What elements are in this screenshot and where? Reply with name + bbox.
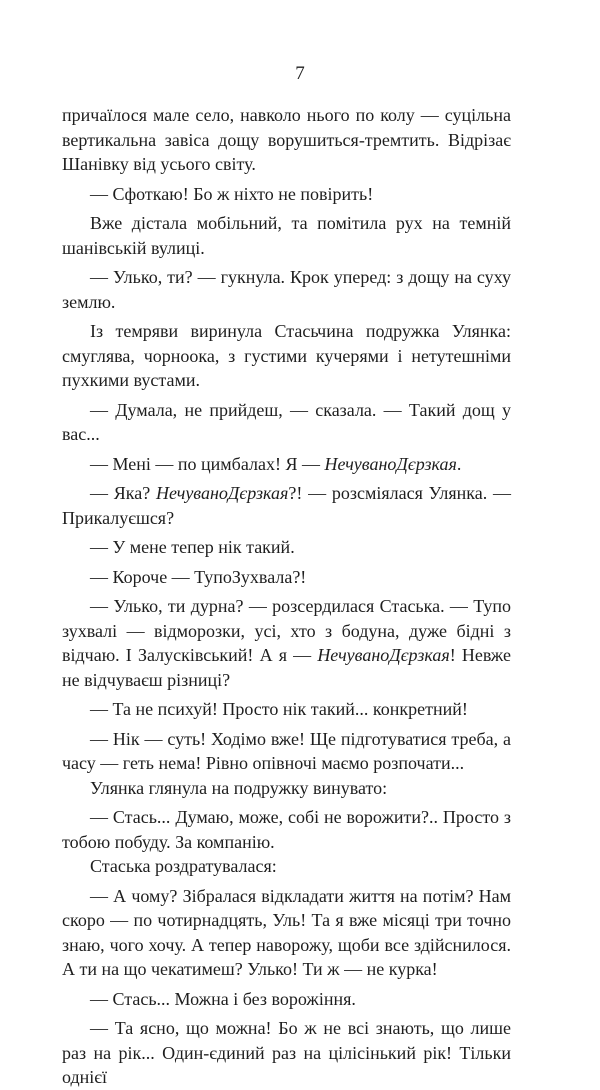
paragraph-17: — А чому? Зібралася відкладати життя на потім? Нам скоро — по чотирнадцять, Уль! Та я вже місяці три точно знаю, чого хочу. А тепер наворожу, щоби все здійснилося. А ти на що чекатимеш? Улько! Ти ж — не курка! (62, 885, 511, 979)
paragraph-9: — У мене тепер нік такий. (90, 537, 295, 557)
paragraph-18: — Стась... Можна і без ворожіння. (90, 988, 356, 1009)
page-number: 7 (295, 63, 305, 84)
paragraph-7 (62, 452, 511, 477)
paragraph-11 (62, 594, 511, 692)
paragraph-5: Із темряви виринула Стасьчина подружка Улянка: смуглява, чорноока, з густими кучерями і нетутешніми пухкими вустами. (62, 321, 511, 390)
paragraph-2: — Сфоткаю! Бо ж ніхто не повірить! (90, 183, 374, 204)
body-text (62, 103, 511, 1090)
paragraph-12: — Та не психуй! Просто нік такий... конкретний! (90, 699, 468, 719)
paragraph-4: — Улько, ти? — гукнула. Крок уперед: з дощу на суху землю. (62, 267, 511, 312)
paragraph-8-before: — Яка? (90, 483, 156, 503)
paragraph-8-after: ?! — розсміялася Улянка. — Прикалуєшся? (62, 483, 511, 528)
paragraph-11-before: — Улько, ти дурна? — розсердилася Стаська. — Тупо зухвалі — відморозки, усі, хто з бодуна, дуже бідні з відчаю. І Залусківський! А я — (62, 596, 511, 665)
nickname-italic: НечуваноДєрзкая (324, 453, 457, 474)
paragraph-14: Улянка глянула на подружку винувато: (90, 777, 388, 798)
paragraph-19: — Та ясно, що можна! Бо ж не всі знають, що лише раз на рік... Один-єдиний раз на цілісінький рік! Тільки однієї (62, 1018, 511, 1087)
nickname-italic: НечуваноДєрзкая (155, 483, 289, 503)
paragraph-6: — Думала, не прийдеш, — сказала. — Такий дощ у вас... (62, 399, 511, 444)
paragraph-3: Вже дістала мобільний, та помітила рух на темній шанівській вулиці. (62, 213, 511, 258)
paragraph-7-after: . (456, 453, 462, 474)
paragraph-8 (62, 481, 511, 530)
paragraph-16: Стаська роздратувалася: (90, 856, 277, 876)
paragraph-13: — Нік — суть! Ходімо вже! Ще підготуватися треба, а часу — геть нема! Рівно опівночі маємо розпочати... (62, 728, 511, 773)
paragraph-15: — Стась... Думаю, може, собі не ворожити?.. Просто з тобою побуду. За компанію. (62, 807, 511, 852)
paragraph-1: причаїлося мале село, навколо нього по колу — суцільна вертикальна завіса дощу ворушиться-тремтить. Відрізає Шанівку від усього світу. (62, 105, 511, 174)
paragraph-7-before: — Мені — по цимбалах! Я — (90, 453, 325, 474)
paragraph-10: — Короче — ТупоЗухвала?! (90, 566, 307, 587)
nickname-italic: НечуваноДєрзкая (317, 645, 450, 665)
paragraph-11-after: ! Невже не відчуваєш різниці? (62, 645, 511, 690)
